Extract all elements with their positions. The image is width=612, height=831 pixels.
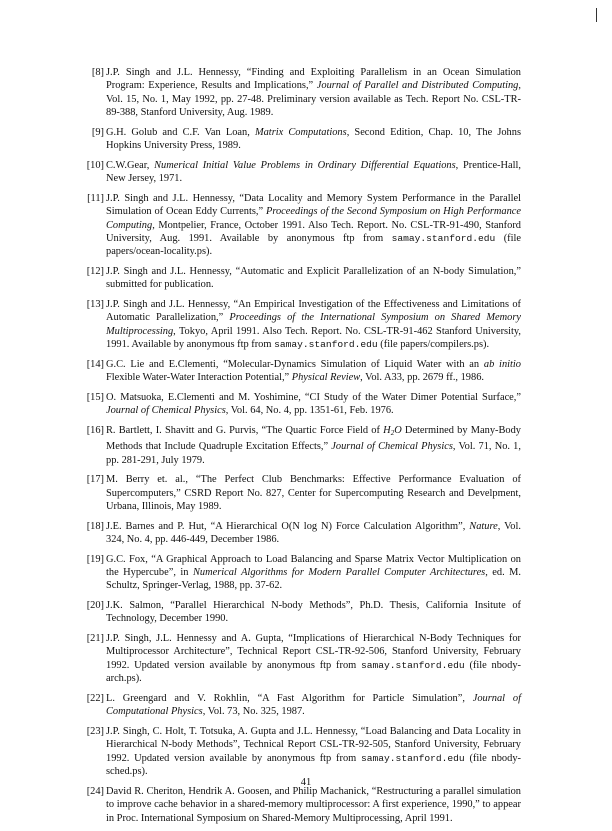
reference-entry	[88, 599, 521, 626]
reference-text: , Prentice-Hall, New Jersey, 1971.	[106, 159, 521, 185]
subscript: 2	[390, 428, 395, 437]
reference-label: [14]	[86, 358, 104, 370]
reference-text: David R. Cheriton, Hendrik A. Goosen, and Philip Machanick, “Restructuring a parallel simulation to improve cache behavior in a shared-memory multiprocessor: A first experience, 1990,” to appear in Proc. International Symposium on Shared-Memory Multiprocessing, April 1991.	[106, 785, 521, 824]
italic-text: O	[394, 424, 402, 436]
page-edge-mark	[596, 8, 597, 22]
reference-text: (file papers/compilers.ps).	[377, 339, 490, 351]
reference-text: G.C. Fox, “A Graphical Approach to Load Balancing and Sparse Matrix Vector Multiplication on the Hypercube”, in	[106, 553, 521, 579]
reference-label: [18]	[86, 520, 104, 532]
italic-text: Physical Review	[291, 372, 361, 384]
reference-text: , Vol. A33, pp. 2679 ff., 1986.	[360, 372, 484, 384]
reference-entry	[88, 692, 521, 719]
reference-text: O. Matsuoka, E.Clementi and M. Yoshimine, “CI Study of the Water Dimer Potential Surface,”	[106, 391, 521, 403]
italic-text: Matrix Computations	[254, 126, 347, 138]
reference-text: , Tokyo, April 1991. Also Tech. Report. No. CSL-TR-91-462 Stanford University, 1991. Available by anonymous ftp from	[106, 325, 521, 351]
ftp-host: samay.stanford.edu	[274, 339, 378, 351]
italic-text: Journal of Chemical Physics	[106, 405, 226, 417]
reference-text: C.W.Gear,	[106, 159, 155, 171]
reference-list	[88, 66, 521, 831]
reference-text: J.P. Singh and J.L. Hennessy, “An Empirical Investigation of the Effectiveness and Limitations of Automatic Parallelization,”	[106, 299, 521, 324]
reference-label: [11]	[87, 192, 104, 204]
reference-text: , Vol. 71, No. 1, pp. 281-291, July 1979.	[106, 441, 521, 466]
reference-label: [23]	[86, 725, 104, 737]
italic-text: Proceedings of the International Symposium on Shared Memory Multiprocessing	[106, 312, 521, 337]
page-number: 41	[300, 777, 312, 788]
reference-text: J.P. Singh and J.L. Hennessy, “Automatic and Explicit Parallelization of an N-body Simulation,” submitted for publication.	[106, 266, 521, 291]
reference-label: [20]	[86, 600, 104, 612]
reference-label: [8]	[91, 67, 104, 78]
reference-text: J.P. Singh, J.L. Hennessy and A. Gupta, “Implications of Hierarchical N-Body Techniques for Multiprocessor Architecture”, Technical Report CSL-TR-92-506, Stanford University, February 1992. Updated version available by anonymous ftp from	[106, 633, 521, 671]
reference-entry	[88, 126, 521, 153]
reference-entry	[88, 358, 521, 385]
reference-text: J.K. Salmon, “Parallel Hierarchical N-body Methods”, Ph.D. Thesis, California Insitute of Technology, December 1990.	[106, 600, 521, 625]
reference-entry	[88, 298, 521, 352]
reference-text: J.P. Singh and J.L. Hennessy, “Data Locality and Memory System Performance in the Parallel Simulation of Ocean Eddy Currents,”	[106, 192, 521, 218]
italic-text: Proceedings of the Second Symposium on High Performance Computing	[106, 206, 521, 231]
reference-label: [22]	[86, 692, 104, 704]
reference-text: R. Bartlett, I. Shavitt and G. Purvis, “The Quartic Force Field of	[106, 424, 384, 436]
reference-entry	[88, 391, 521, 418]
reference-label: [12]	[86, 266, 104, 278]
italic-text: Journal of Parallel and Distributed Computing	[316, 80, 519, 92]
italic-text: Nature	[469, 520, 498, 532]
reference-entry	[88, 265, 521, 292]
reference-label: [16]	[86, 424, 104, 436]
reference-text: J.P. Singh, C. Holt, T. Totsuka, A. Gupta and J.L. Hennessy, “Load Balancing and Data Locality in Hierarchical N-body Methods”, Technical Report CSL-TR-92-505, Stanford University, February 1992. Updated version available by anonymous ftp from	[106, 725, 521, 764]
italic-text: Numerical Initial Value Problems in Ordinary Differential Equations	[154, 159, 456, 171]
reference-entry	[88, 473, 521, 513]
reference-label: [9]	[91, 126, 104, 138]
reference-label: [19]	[86, 553, 104, 565]
reference-entry	[88, 424, 521, 467]
reference-text: , Vol. 15, No. 1, May 1992, pp. 27-48. Preliminary version available as Tech. Report No. CSL-TR-89-388, Stanford University, Aug. 1989.	[106, 80, 521, 119]
reference-label: [13]	[86, 299, 104, 311]
reference-label: [21]	[86, 633, 104, 645]
reference-text: Flexible Water-Water Interaction Potential,”	[106, 372, 292, 384]
reference-entry	[88, 553, 521, 593]
reference-entry	[88, 192, 521, 259]
reference-text: Determined by Many-Body Methods that Include Quadruple Excitation Effects,”	[106, 424, 521, 453]
reference-label: [15]	[86, 391, 104, 403]
reference-text: L. Greengard and V. Rokhlin, “A Fast Algorithm for Particle Simulation”,	[106, 692, 473, 704]
reference-entry	[88, 520, 521, 547]
italic-text: Journal of Computational Physics	[106, 692, 521, 718]
reference-text: J.P. Singh and J.L. Hennessy, “Finding and Exploiting Parallelism in an Ocean Simulation Program: Experience, Results and Implications,”	[106, 67, 521, 92]
reference-text: M. Berry et. al., “The Perfect Club Benchmarks: Effective Performance Evaluation of Supercomputers,” CSRD Report No. 827, Center for Supercomputing Research and Develpment, Urbana, Illinois, May 1989.	[106, 474, 521, 513]
reference-label: [17]	[86, 474, 104, 486]
reference-text: , Montpelier, France, October 1991. Also Tech. Report. No. CSL-TR-91-490, Stanford University, Aug. 1991. Available by anonymous ftp from	[106, 219, 521, 245]
reference-entry	[88, 66, 521, 120]
reference-entry	[88, 632, 521, 686]
reference-text: J.E. Barnes and P. Hut, “A Hierarchical O(N log N) Force Calculation Algorithm”,	[106, 520, 470, 532]
reference-text: G.C. Lie and E.Clementi, “Molecular-Dynamics Simulation of Liquid Water with an	[106, 358, 484, 370]
reference-entry	[88, 725, 521, 779]
reference-text: , ed. M. Schultz, Springer-Verlag, 1988, pp. 37-62.	[106, 567, 521, 592]
italic-text: H	[383, 424, 391, 436]
italic-text: ab initio	[483, 358, 521, 370]
reference-text: , Vol. 324, No. 4, pp. 446-449, December 1986.	[106, 520, 521, 546]
reference-text: , Vol. 73, No. 325, 1987.	[202, 706, 305, 718]
italic-text: Journal of Chemical Physics	[331, 441, 453, 453]
italic-text: Numerical Algorithms for Modern Parallel Computer Architectures	[192, 567, 486, 579]
reference-text: (file nbody-arch.ps).	[106, 659, 521, 685]
reference-text: G.H. Golub and C.F. Van Loan,	[106, 126, 255, 138]
reference-label: [24]	[86, 785, 104, 797]
ftp-host: samay.stanford.edu	[391, 233, 496, 245]
reference-entry	[88, 159, 521, 186]
reference-text: (file nbody-sched.ps).	[106, 752, 521, 778]
reference-label: [10]	[86, 159, 104, 171]
reference-text: , Vol. 64, No. 4, pp. 1351-61, Feb. 1976.	[225, 405, 394, 417]
reference-text: (file papers/ocean-locality.ps).	[106, 233, 522, 258]
ftp-host: samay.stanford.edu	[361, 752, 465, 764]
ftp-host: samay.stanford.edu	[361, 659, 465, 671]
reference-text: , Second Edition, Chap. 10, The Johns Hopkins University Press, 1989.	[106, 126, 521, 152]
